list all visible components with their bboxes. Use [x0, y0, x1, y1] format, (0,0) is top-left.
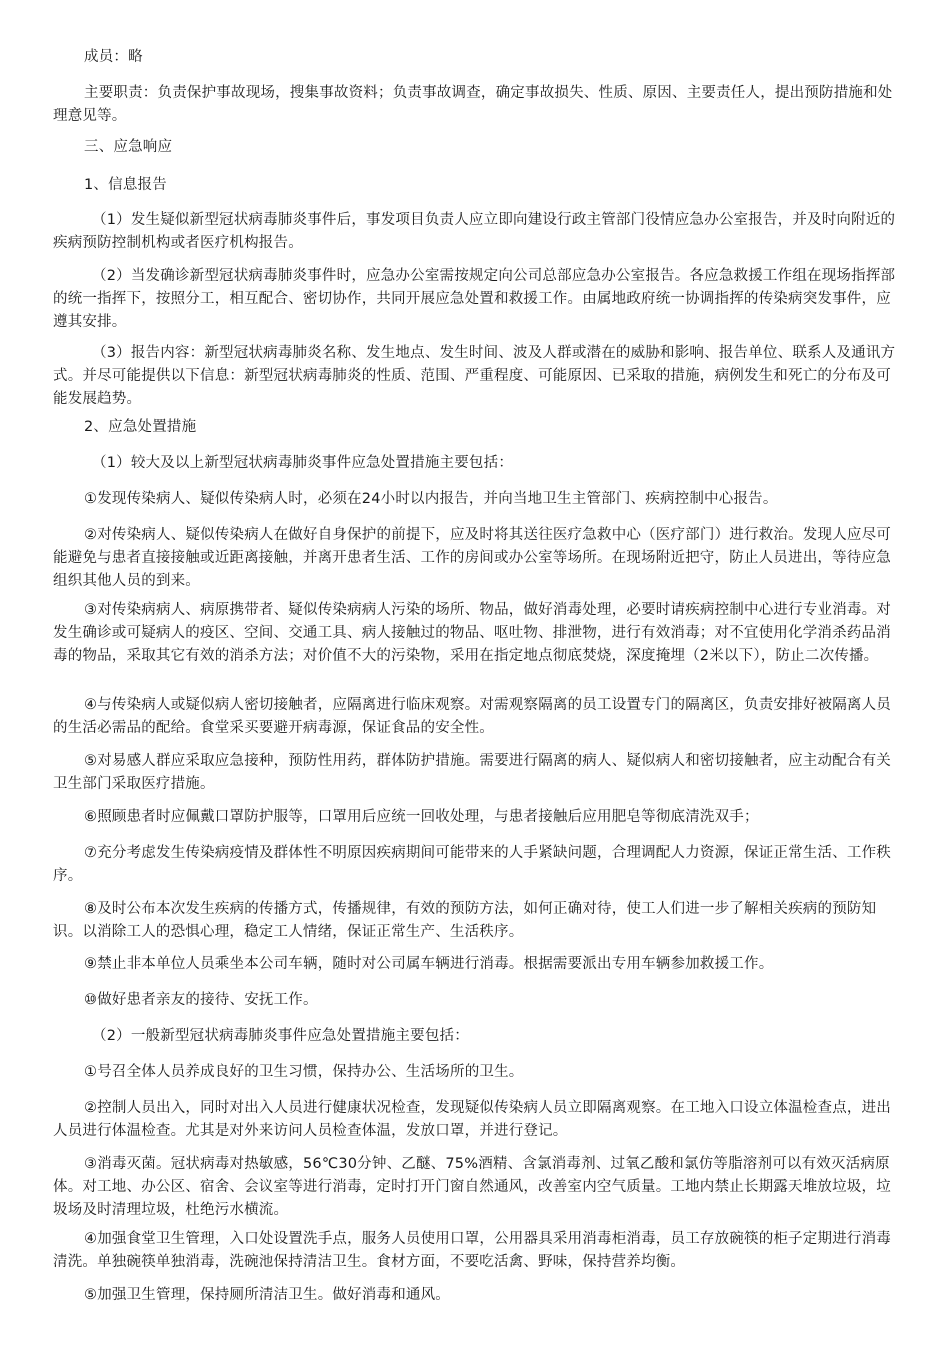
duties-paragraph: 主要职责：负责保护事故现场，搜集事故资料；负责事故调查，确定事故损失、性质、原因、主要责任人，提出预防措施和处理意见等。 — [53, 85, 893, 124]
measure-item: ⑩做好患者亲友的接待、安抚工作。 — [84, 992, 318, 1008]
measure-item: ⑧及时公布本次发生疾病的传播方式，传播规律，有效的预防方法，如何正确对待，使工人们进一步了解相关疾病的预防知识。以消除工人的恐惧心理，稳定工人情绪，保证正常生产、生活秩序。 — [53, 901, 877, 940]
subsection-heading: 2、应急处置措施 — [84, 419, 197, 435]
measure-item: ②控制人员出入，同时对出入人员进行健康状况检查，发现疑似传染病人员立即隔离观察。在工地入口设立体温检查点，进出人员进行体温检查。尤其是对外来访问人员检查体温，发放口罩，并进行登记。 — [53, 1100, 891, 1139]
measure-item: ①号召全体人员养成良好的卫生习惯，保持办公、生活场所的卫生。 — [84, 1064, 524, 1080]
measure-item: ①发现传染病人、疑似传染病人时，必须在24小时以内报告，并向当地卫生主管部门、疾病控制中心报告。 — [84, 491, 778, 507]
report-item-2: （2）当发确诊新型冠状病毒肺炎事件时，应急办公室需按规定向公司总部应急办公室报告。各应急救援工作组在现场指挥部的统一指挥下，按照分工，相互配合、密切协作，共同开展应急处置和救援工作。由属地政府统一协调指挥的传染病突发事件，应遵其安排。 — [53, 268, 896, 330]
measure-item: ②对传染病人、疑似传染病人在做好自身保护的前提下，应及时将其送往医疗急救中心（医疗部门）进行救治。发现人应尽可能避免与患者直接接触或近距离接触，并离开患者生活、工作的房间或办公室等场所。在现场附近把守，防止人员进出，等待应急组织其他人员的到来。 — [53, 527, 891, 589]
measure-item: ⑥照顾患者时应佩戴口罩防护服等，口罩用后应统一回收处理，与患者接触后应用肥皂等彻底清洗双手； — [84, 809, 759, 825]
measures-intro-major: （1）较大及以上新型冠状病毒肺炎事件应急处置措施主要包括： — [92, 455, 514, 471]
report-item-3: （3）报告内容：新型冠状病毒肺炎名称、发生地点、发生时间、波及人群或潜在的威胁和影响、报告单位、联系人及通讯方式。并尽可能提供以下信息：新型冠状病毒肺炎的性质、范围、严重程度、可能原因、已采取的措施，病例发生和死亡的分布及可能发展趋势。 — [53, 345, 896, 407]
measure-item: ④加强食堂卫生管理，入口处设置洗手点，服务人员使用口罩，公用器具采用消毒柜消毒，员工存放碗筷的柜子定期进行消毒清洗。单独碗筷单独消毒，洗碗池保持清洁卫生。食材方面，不要吃活禽、野味，保持营养均衡。 — [53, 1231, 891, 1270]
report-item-1: （1）发生疑似新型冠状病毒肺炎事件后，事发项目负责人应立即向建设行政主管部门役情应急办公室报告，并及时向附近的疾病预防控制机构或者医疗机构报告。 — [53, 212, 896, 251]
measure-item: ⑨禁止非本单位人员乘坐本公司车辆，随时对公司属车辆进行消毒。根据需要派出专用车辆参加救援工作。 — [84, 956, 774, 972]
subsection-heading: 1、信息报告 — [84, 177, 167, 193]
measures-intro-general: （2）一般新型冠状病毒肺炎事件应急处置措施主要包括： — [92, 1028, 469, 1044]
measure-item: ⑦充分考虑发生传染病疫情及群体性不明原因疾病期间可能带来的人手紧缺问题，合理调配人力资源，保证正常生活、工作秩序。 — [53, 845, 891, 884]
measure-item: ④与传染病人或疑似病人密切接触者，应隔离进行临床观察。对需观察隔离的员工设置专门的隔离区，负责安排好被隔离人员的生活必需品的配给。食堂采买要避开病毒源，保证食品的安全性。 — [53, 697, 891, 736]
measure-item: ③对传染病病人、病原携带者、疑似传染病病人污染的场所、物品，做好消毒处理，必要时请疾病控制中心进行专业消毒。对发生确诊或可疑病人的疫区、空间、交通工具、病人接触过的物品、呕吐物、排泄物，进行有效消毒；对不宜使用化学消杀药品消毒的物品，采取其它有效的消杀方法；对价值不大的污染物，采用在指定地点彻底焚烧，深度掩埋（2米以下），防止二次传播。 — [53, 602, 891, 664]
measure-item: ③消毒灭菌。冠状病毒对热敏感，56℃30分钟、乙醚、75%酒精、含氯消毒剂、过氧乙酸和氯仿等脂溶剂可以有效灭活病原体。对工地、办公区、宿舍、会议室等进行消毒，定时打开门窗自然通风，改善室内空气质量。工地内禁止长期露天堆放垃圾，垃圾场及时清理垃圾，杜绝污水横流。 — [53, 1156, 891, 1218]
members-line: 成员：略 — [84, 49, 143, 65]
section-heading: 三、应急响应 — [84, 139, 173, 155]
measure-item: ⑤对易感人群应采取应急接种，预防性用药，群体防护措施。需要进行隔离的病人、疑似病人和密切接触者，应主动配合有关卫生部门采取医疗措施。 — [53, 753, 891, 792]
measure-item: ⑤加强卫生管理，保持厕所清洁卫生。做好消毒和通风。 — [84, 1287, 450, 1303]
